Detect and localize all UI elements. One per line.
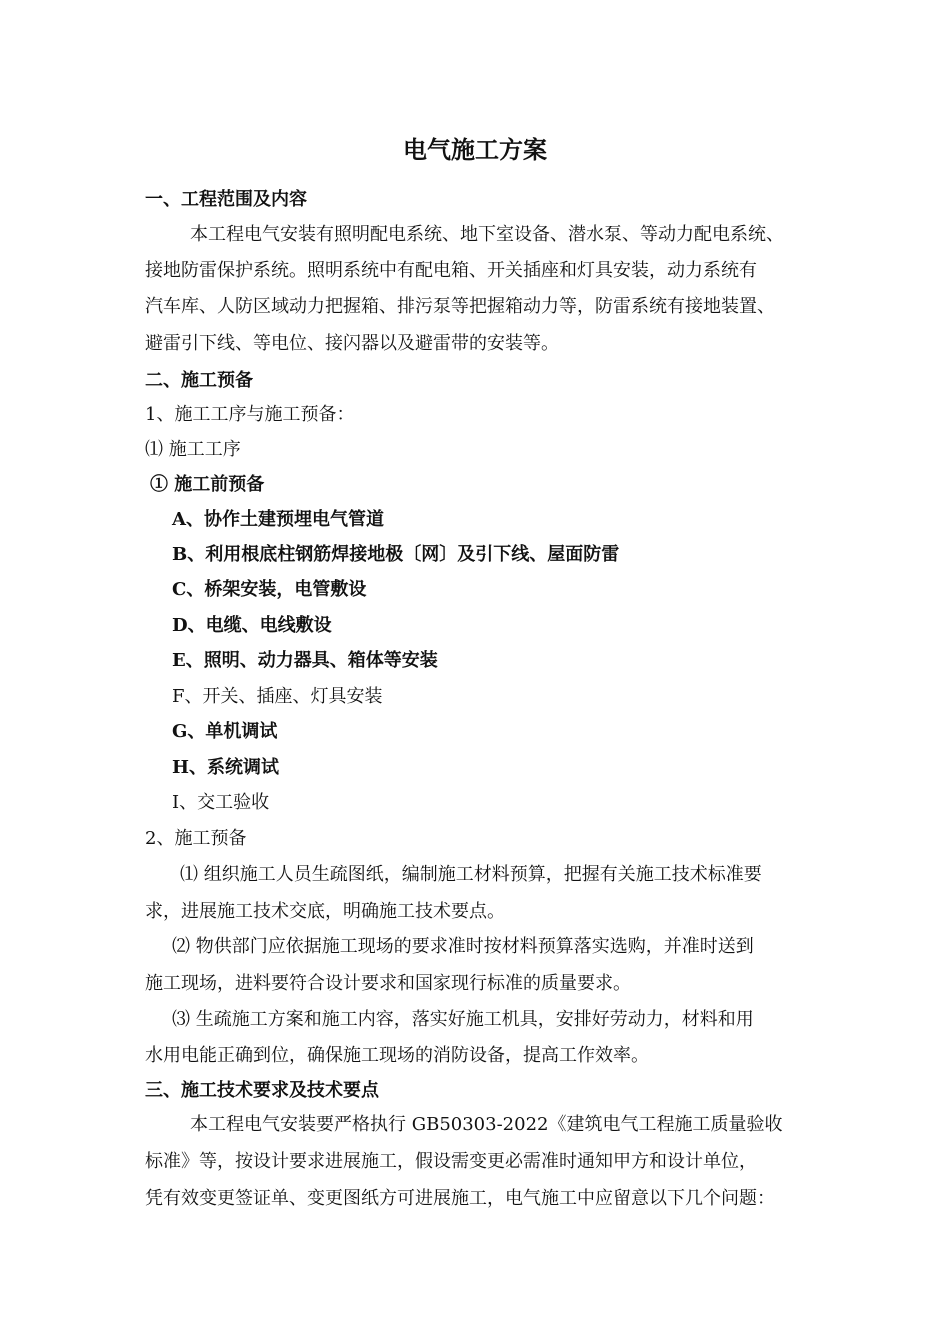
paragraph-line: 汽车库、人防区域动力把握箱、排污泵等把握箱动力等，防雷系统有接地装置、 xyxy=(145,296,775,317)
paragraph-line: ⑵ 物供部门应依据施工现场的要求准时按材料预算落实选购，并准时送到 xyxy=(172,936,754,957)
paragraph-line: 施工现场，进料要符合设计要求和国家现行标准的质量要求。 xyxy=(145,973,631,994)
subheading: 1、施工工序与施工预备： xyxy=(145,404,355,425)
step-item: E、照明、动力器具、箱体等安装 xyxy=(172,650,438,671)
subheading: ⑴ 施工工序 xyxy=(145,439,241,460)
paragraph-line: ⑴ 组织施工人员生疏图纸，编制施工材料预算，把握有关施工技术标准要 xyxy=(180,864,762,885)
step-item: C、桥架安装，电管敷设 xyxy=(172,579,367,600)
step-item: D、电缆、电线敷设 xyxy=(172,615,332,636)
document-title: 电气施工方案 xyxy=(403,135,547,164)
section-heading-1: 一、工程范围及内容 xyxy=(145,189,307,210)
paragraph-line: 避雷引下线、等电位、接闪器以及避雷带的安装等。 xyxy=(145,333,559,354)
step-item: F、开关、插座、灯具安装 xyxy=(172,686,383,707)
paragraph-line: 本工程电气安装要严格执行 GB50303-2022《建筑电气工程施工质量验收 xyxy=(190,1114,783,1135)
paragraph-line: 凭有效变更签证单、变更图纸方可进展施工，电气施工中应留意以下几个问题： xyxy=(145,1188,775,1209)
paragraph-line: 本工程电气安装有照明配电系统、地下室设备、潜水泵、等动力配电系统、 xyxy=(190,224,784,245)
step-item: B、利用根底柱钢筋焊接地极〔网〕及引下线、屋面防雷 xyxy=(172,544,620,565)
paragraph-line: 求，进展施工技术交底，明确施工技术要点。 xyxy=(145,901,505,922)
paragraph-line: 水用电能正确到位，确保施工现场的消防设备，提高工作效率。 xyxy=(145,1045,649,1066)
paragraph-line: 接地防雷保护系统。照明系统中有配电箱、开关插座和灯具安装，动力系统有 xyxy=(145,260,757,281)
section-heading-3: 三、施工技术要求及技术要点 xyxy=(145,1080,379,1101)
subheading: ① 施工前预备 xyxy=(150,474,265,495)
paragraph-line: 标准》等，按设计要求进展施工，假设需变更必需准时通知甲方和设计单位， xyxy=(145,1151,757,1172)
step-item: I、交工验收 xyxy=(172,792,270,813)
paragraph-line: ⑶ 生疏施工方案和施工内容，落实好施工机具，安排好劳动力，材料和用 xyxy=(172,1009,754,1030)
step-item: G、单机调试 xyxy=(172,721,278,742)
step-item: H、系统调试 xyxy=(172,757,280,778)
step-item: A、协作土建预埋电气管道 xyxy=(172,509,384,530)
subheading: 2、施工预备 xyxy=(145,828,247,849)
section-heading-2: 二、施工预备 xyxy=(145,370,253,391)
